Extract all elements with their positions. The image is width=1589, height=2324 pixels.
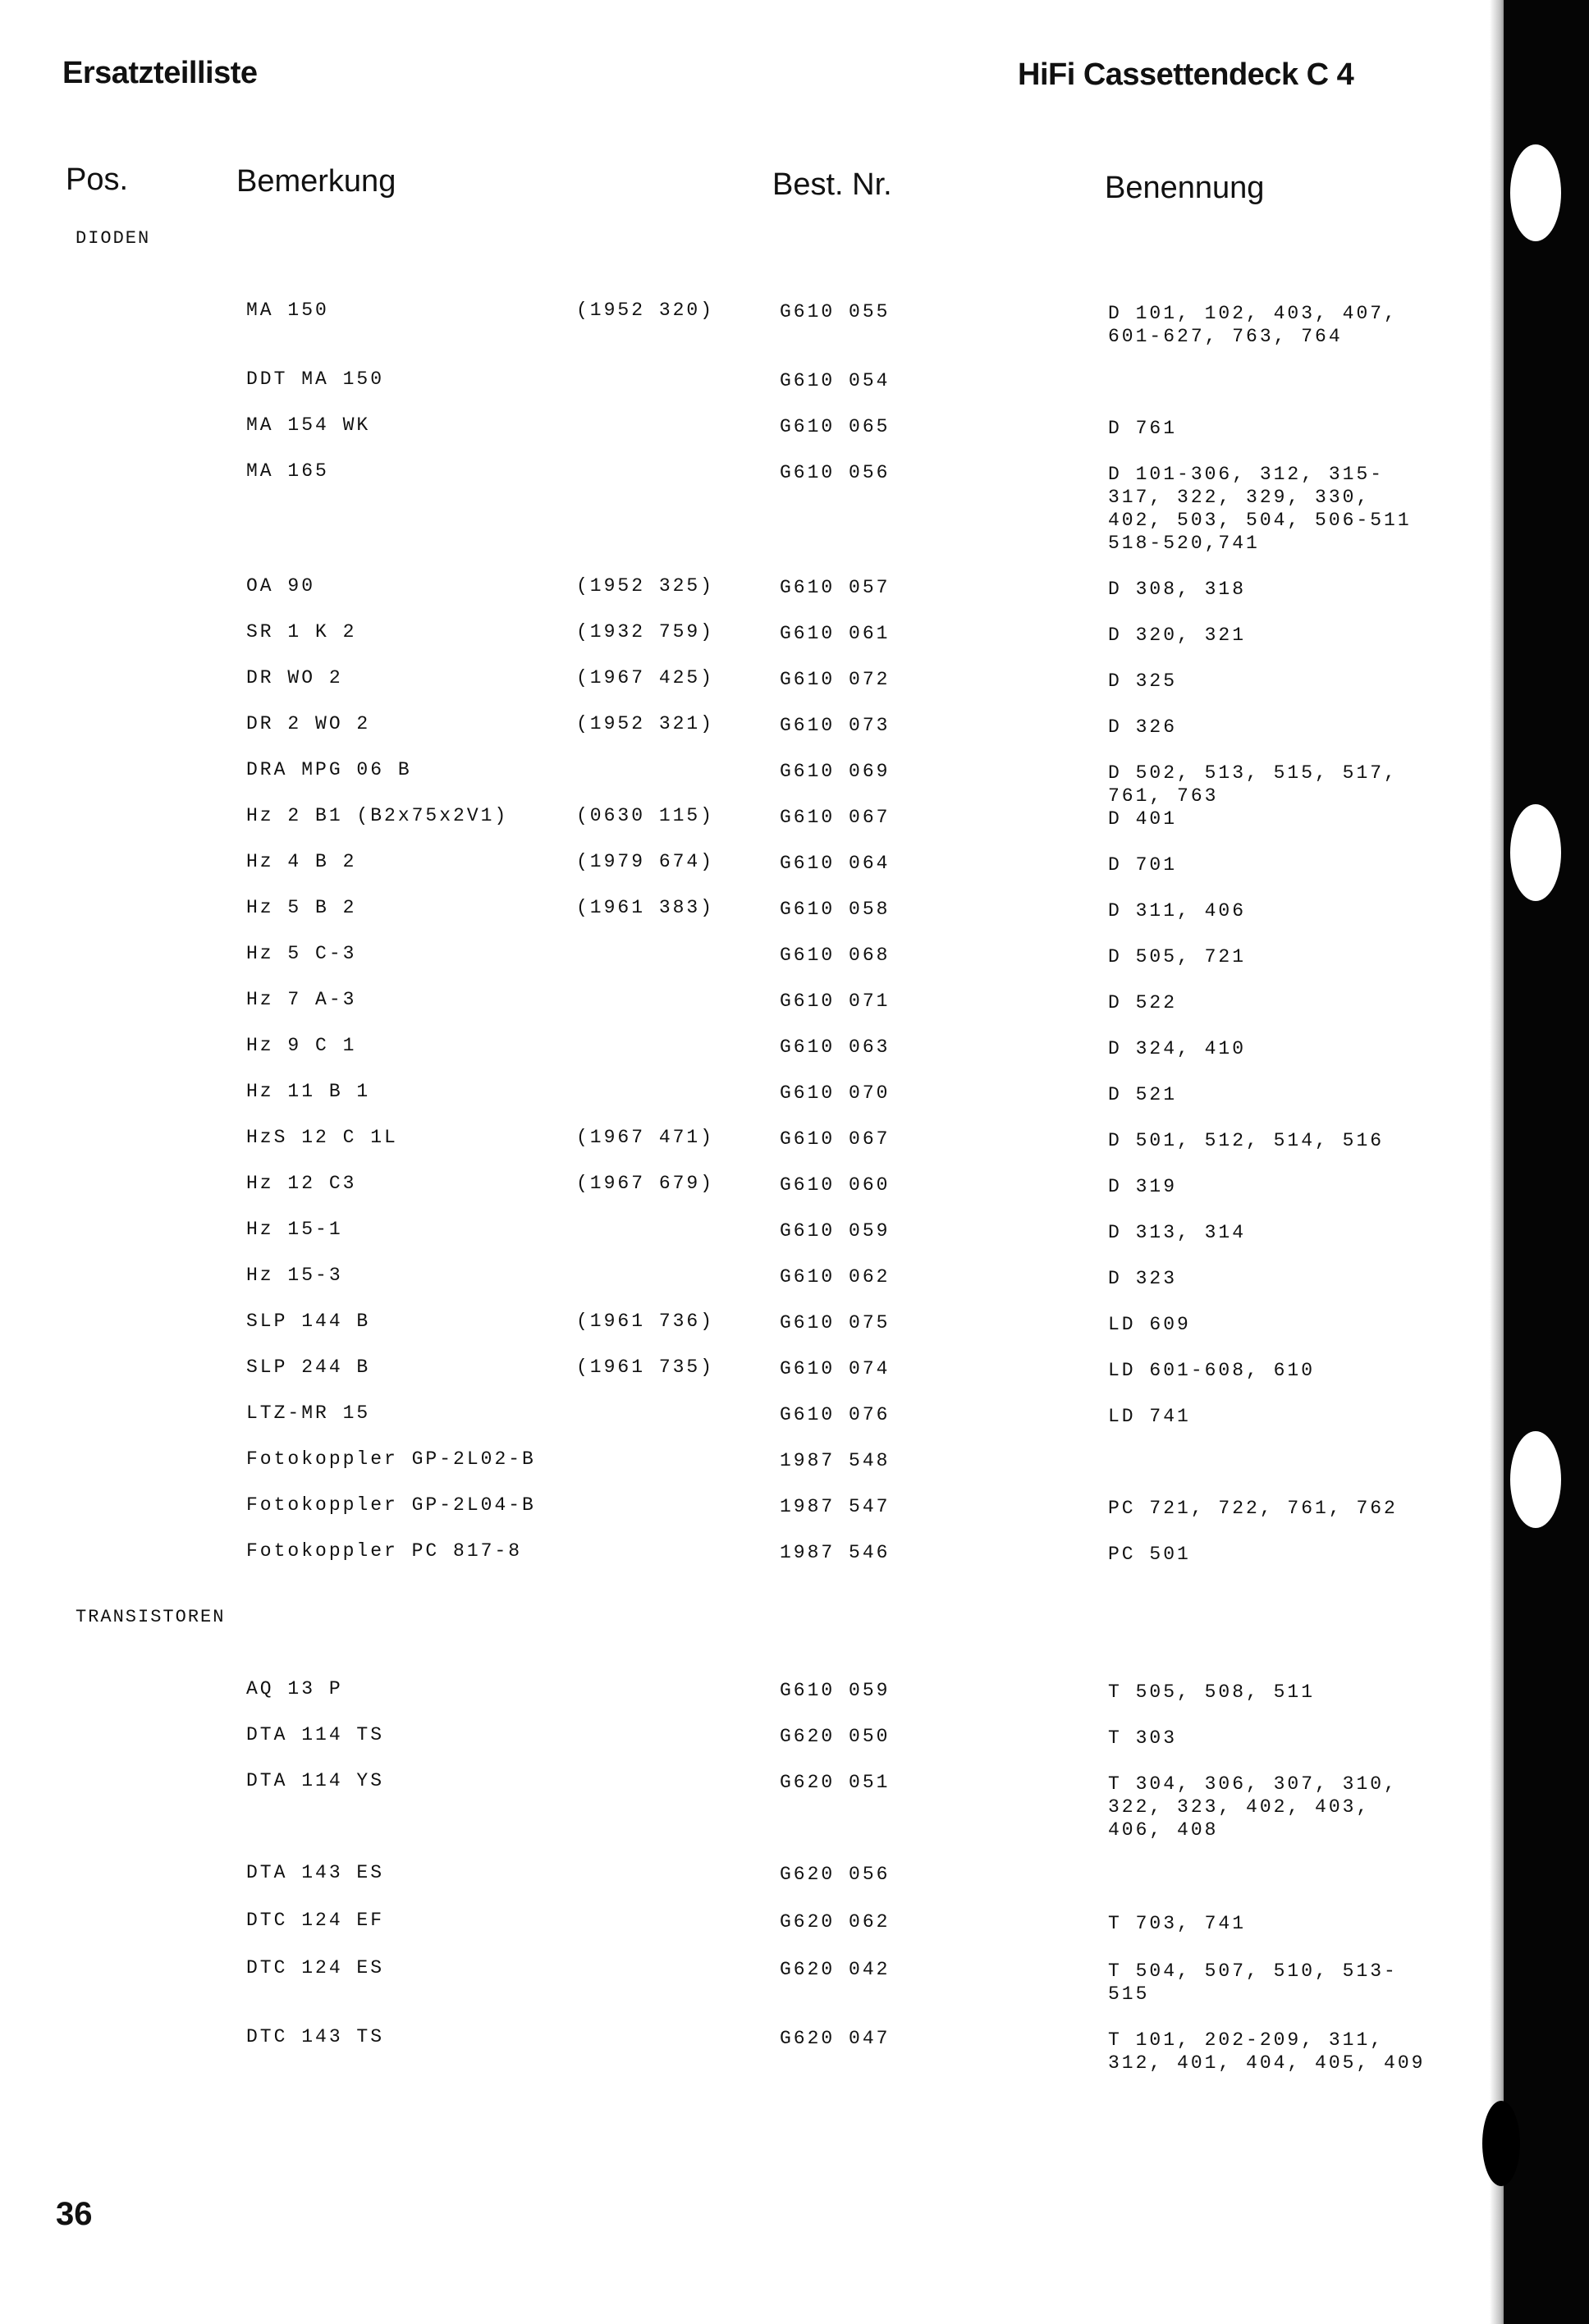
column-header-bemerkung: Bemerkung [236, 164, 396, 199]
part-type: MA 154 WK [246, 414, 371, 436]
alt-part-number: (1961 736) [576, 1311, 715, 1332]
part-type: HzS 12 C 1L [246, 1127, 398, 1148]
column-header-benennung: Benennung [1105, 171, 1265, 205]
order-number: 1987 548 [780, 1450, 891, 1471]
binding-margin [1504, 0, 1589, 2324]
position-designators: LD 601-608, 610 [1108, 1360, 1316, 1381]
position-designators: D 320, 321 [1108, 624, 1247, 646]
position-designators: D 313, 314 [1108, 1222, 1247, 1243]
order-number: G610 057 [780, 577, 891, 598]
alt-part-number: (1967 471) [576, 1127, 715, 1148]
order-number: G610 063 [780, 1036, 891, 1058]
part-type: DTA 114 YS [246, 1770, 385, 1791]
section-heading: TRANSISTOREN [76, 1607, 226, 1627]
order-number: G620 062 [780, 1911, 891, 1933]
part-type: Hz 15-1 [246, 1219, 343, 1240]
part-type: AQ 13 P [246, 1678, 343, 1700]
device-title: HiFi Cassettendeck C 4 [1018, 57, 1354, 92]
alt-part-number: (1932 759) [576, 621, 715, 643]
position-designators: D 521 [1108, 1084, 1178, 1105]
position-designators: D 319 [1108, 1176, 1178, 1197]
part-type: DTA 114 TS [246, 1724, 385, 1745]
punch-hole [1510, 804, 1561, 901]
part-type: Fotokoppler PC 817-8 [246, 1540, 523, 1562]
part-type: DTC 143 TS [246, 2026, 385, 2047]
alt-part-number: (0630 115) [576, 805, 715, 826]
order-number: G610 059 [780, 1680, 891, 1701]
position-designators: LD 609 [1108, 1314, 1191, 1335]
order-number: G610 068 [780, 945, 891, 966]
order-number: G610 056 [780, 462, 891, 483]
order-number: G610 062 [780, 1266, 891, 1288]
part-type: Hz 4 B 2 [246, 851, 357, 872]
part-type: Hz 5 B 2 [246, 897, 357, 918]
part-type: DTC 124 EF [246, 1910, 385, 1931]
position-designators: PC 501 [1108, 1544, 1191, 1565]
position-designators: D 701 [1108, 854, 1178, 876]
position-designators: D 761 [1108, 418, 1178, 439]
part-type: SLP 244 B [246, 1356, 371, 1378]
alt-part-number: (1967 425) [576, 667, 715, 689]
position-designators: T 505, 508, 511 [1108, 1681, 1316, 1703]
position-designators: D 501, 512, 514, 516 [1108, 1130, 1385, 1151]
part-type: SR 1 K 2 [246, 621, 357, 643]
part-type: MA 165 [246, 460, 329, 482]
position-designators: D 101, 102, 403, 407, 601-627, 763, 764 [1108, 303, 1398, 347]
alt-part-number: (1961 735) [576, 1356, 715, 1378]
position-designators: D 101-306, 312, 315- 317, 322, 329, 330, 402, 503, 504, 506-511 518-520,741 [1108, 464, 1412, 554]
position-designators: D 308, 318 [1108, 579, 1247, 600]
part-type: DR 2 WO 2 [246, 713, 371, 734]
order-number: G610 069 [780, 761, 891, 782]
part-type: DDT MA 150 [246, 368, 385, 390]
order-number: G610 072 [780, 669, 891, 690]
order-number: G610 071 [780, 990, 891, 1012]
alt-part-number: (1952 321) [576, 713, 715, 734]
part-type: DTA 143 ES [246, 1862, 385, 1883]
order-number: G610 070 [780, 1082, 891, 1104]
column-header-pos: Pos. [66, 162, 129, 197]
part-type: Hz 11 B 1 [246, 1081, 371, 1102]
order-number: G610 065 [780, 416, 891, 437]
part-type: SLP 144 B [246, 1311, 371, 1332]
position-designators: T 101, 202-209, 311, 312, 401, 404, 405, 409 [1108, 2029, 1426, 2074]
section-heading: DIODEN [76, 228, 151, 249]
part-type: Hz 15-3 [246, 1265, 343, 1286]
alt-part-number: (1952 325) [576, 575, 715, 597]
position-designators: D 522 [1108, 992, 1178, 1013]
order-number: 1987 546 [780, 1542, 891, 1563]
position-designators: D 323 [1108, 1268, 1178, 1289]
part-type: DR WO 2 [246, 667, 343, 689]
punch-hole [1510, 144, 1561, 241]
alt-part-number: (1967 679) [576, 1173, 715, 1194]
part-type: Hz 2 B1 (B2x75x2V1) [246, 805, 509, 826]
punch-hole [1510, 1431, 1561, 1528]
position-designators: T 303 [1108, 1727, 1178, 1749]
position-designators: D 325 [1108, 670, 1178, 692]
order-number: G610 064 [780, 853, 891, 874]
part-type: Hz 5 C-3 [246, 943, 357, 964]
order-number: G610 075 [780, 1312, 891, 1334]
alt-part-number: (1979 674) [576, 851, 715, 872]
part-type: MA 150 [246, 300, 329, 321]
part-type: Hz 12 C3 [246, 1173, 357, 1194]
page-number: 36 [56, 2196, 93, 2232]
position-designators: D 505, 721 [1108, 946, 1247, 968]
column-header-best-nr: Best. Nr. [772, 167, 892, 202]
order-number: G610 058 [780, 899, 891, 920]
position-designators: T 304, 306, 307, 310, 322, 323, 402, 403, 406, 408 [1108, 1773, 1398, 1841]
position-designators: T 504, 507, 510, 513- 515 [1108, 1960, 1398, 2005]
position-designators: D 326 [1108, 716, 1178, 738]
part-type: DRA MPG 06 B [246, 759, 412, 780]
order-number: G610 073 [780, 715, 891, 736]
order-number: G610 076 [780, 1404, 891, 1425]
part-type: OA 90 [246, 575, 316, 597]
order-number: 1987 547 [780, 1496, 891, 1517]
order-number: G610 060 [780, 1174, 891, 1196]
order-number: G610 067 [780, 807, 891, 828]
part-type: Hz 9 C 1 [246, 1035, 357, 1056]
order-number: G610 059 [780, 1220, 891, 1242]
position-designators: D 311, 406 [1108, 900, 1247, 922]
position-designators: PC 721, 722, 761, 762 [1108, 1498, 1398, 1519]
position-designators: D 401 [1108, 808, 1178, 830]
part-type: Fotokoppler GP-2L02-B [246, 1448, 536, 1470]
position-designators: D 502, 513, 515, 517, 761, 763 [1108, 762, 1398, 807]
part-type: DTC 124 ES [246, 1957, 385, 1979]
order-number: G610 067 [780, 1128, 891, 1150]
order-number: G620 051 [780, 1772, 891, 1793]
order-number: G610 054 [780, 370, 891, 391]
order-number: G620 056 [780, 1864, 891, 1885]
document-title: Ersatzteilliste [62, 56, 258, 90]
order-number: G610 074 [780, 1358, 891, 1379]
order-number: G620 047 [780, 2028, 891, 2049]
part-type: Hz 7 A-3 [246, 989, 357, 1010]
position-designators: T 703, 741 [1108, 1913, 1247, 1934]
alt-part-number: (1952 320) [576, 300, 715, 321]
alt-part-number: (1961 383) [576, 897, 715, 918]
part-type: LTZ-MR 15 [246, 1402, 371, 1424]
position-designators: D 324, 410 [1108, 1038, 1247, 1059]
punch-hole [1482, 2101, 1520, 2186]
order-number: G610 055 [780, 301, 891, 323]
order-number: G620 050 [780, 1726, 891, 1747]
position-designators: LD 741 [1108, 1406, 1191, 1427]
order-number: G620 042 [780, 1959, 891, 1980]
part-type: Fotokoppler GP-2L04-B [246, 1494, 536, 1516]
order-number: G610 061 [780, 623, 891, 644]
